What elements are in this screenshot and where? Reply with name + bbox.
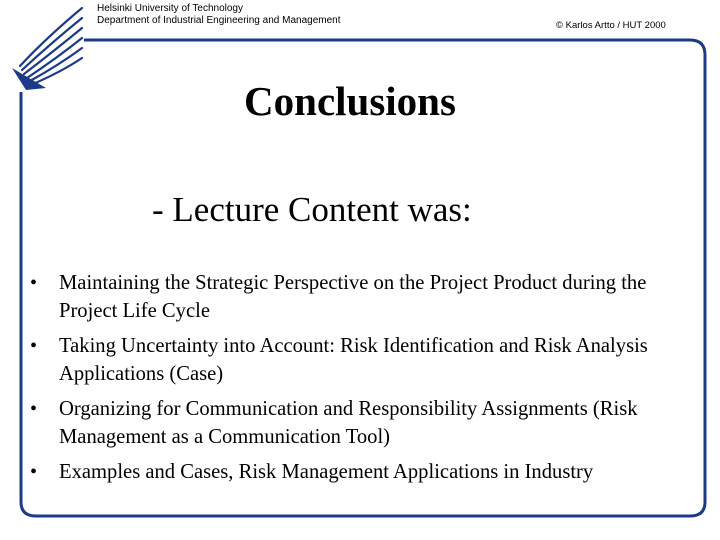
slide-title <box>0 74 700 128</box>
department-name: Department of Industrial Engineering and Management <box>97 15 341 26</box>
slide-title-text: Conclusions <box>244 78 456 124</box>
slide-subtitle: - Lecture Content was: <box>152 190 472 229</box>
copyright-notice: © Karlos Artto / HUT 2000 <box>556 20 666 31</box>
bullet-marker: • <box>30 461 38 483</box>
bullet-marker: • <box>30 272 38 294</box>
bullet-item <box>30 458 700 486</box>
bullet-item <box>30 332 700 388</box>
bullet-text: Organizing for Communication and Responsibility Assignments (Risk Management as a Communication Tool) <box>59 398 638 448</box>
bullet-text: Examples and Cases, Risk Management Applications in Industry <box>59 461 594 483</box>
university-name: Helsinki University of Technology <box>97 3 243 14</box>
bullet-text: Taking Uncertainty into Account: Risk Identification and Risk Analysis Applications (Case) <box>59 335 648 385</box>
bullet-marker: • <box>30 335 38 357</box>
bullet-item <box>30 269 700 325</box>
bullet-text: Maintaining the Strategic Perspective on the Project Product during the Project Life Cycle <box>59 272 647 322</box>
bullet-list <box>30 269 700 486</box>
bullet-marker: • <box>30 398 38 420</box>
bullet-item <box>30 395 700 451</box>
